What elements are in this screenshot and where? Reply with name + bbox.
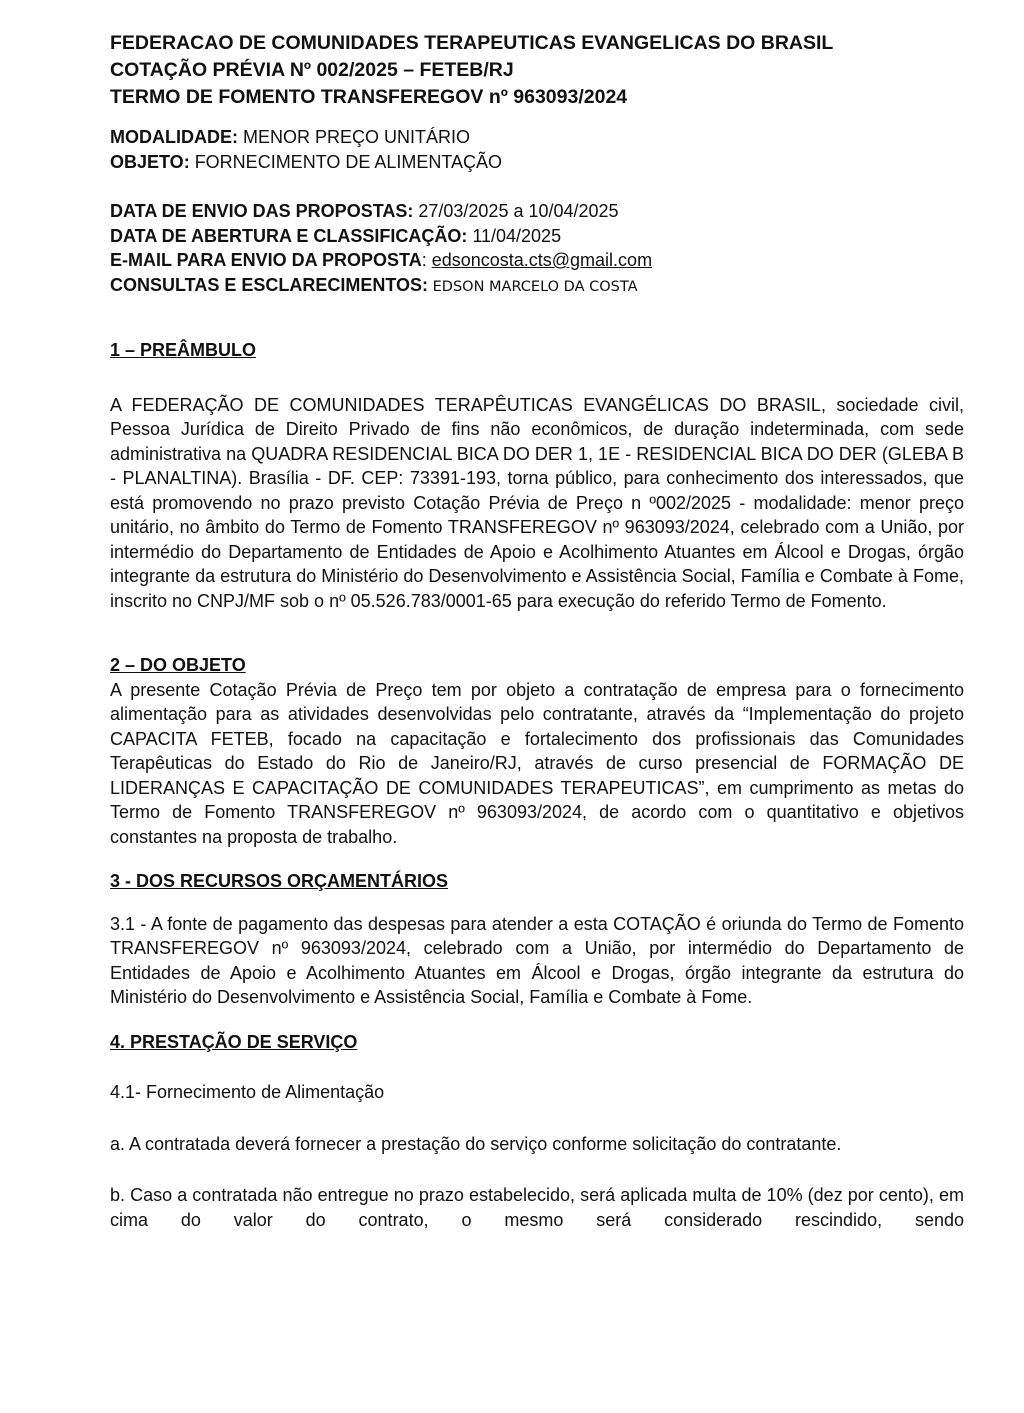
meta-block-1: [110, 125, 964, 174]
header-federation: FEDERACAO DE COMUNIDADES TERAPEUTICAS EVANGELICAS DO BRASIL: [110, 32, 834, 54]
section-4-1-text: 4.1- Fornecimento de Alimentação: [110, 1082, 385, 1102]
envio-label: DATA DE ENVIO DAS PROPOSTAS:: [110, 201, 414, 221]
header-termo: TERMO DE FOMENTO TRANSFEREGOV nº 963093/2024: [110, 86, 628, 108]
envio-value: 27/03/2025 a 10/04/2025: [413, 201, 619, 221]
abertura-value: 11/04/2025: [467, 225, 562, 246]
section-3-title: 3 - DOS RECURSOS ORÇAMENTÁRIOS: [110, 871, 449, 891]
consultas-value: EDSON MARCELO DA COSTA: [428, 278, 638, 295]
consultas-label: CONSULTAS E ESCLARECIMENTOS:: [110, 274, 429, 295]
section-2: [110, 653, 964, 849]
section-2-title: 2 – DO OBJETO: [110, 655, 246, 675]
modalidade-value: MENOR PREÇO UNITÁRIO: [238, 127, 471, 147]
document-header: [110, 30, 964, 111]
abertura-line: [110, 224, 964, 249]
section-4-b-text: b. Caso a contratada não entregue no prazo estabelecido, será aplicada multa de 10% (dez por cento), em cima do valor do contrato, o mesmo será considerado rescindido, sendo: [110, 1185, 964, 1230]
modalidade-label: MODALIDADE:: [110, 127, 238, 147]
meta-block-2: [110, 199, 964, 299]
objeto-line: [110, 150, 964, 175]
email-colon: :: [421, 250, 432, 270]
section-3-text: 3.1 - A fonte de pagamento das despesas para atender a esta COTAÇÃO é oriunda do Termo de Fomento TRANSFEREGOV nº 963093/2024, celebrado com a União, por intermédio do Departamento de Entidades de Apoio e Acolhimento Atuantes em Álcool e Drogas, órgão integrante da estrutura do Ministério do Desenvolvimento e Assistência Social, Família e Combate à Fome.: [110, 913, 964, 1007]
abertura-label: DATA DE ABERTURA E CLASSIFICAÇÃO:: [110, 225, 468, 246]
envio-line: [110, 199, 964, 224]
consultas-line: [110, 273, 964, 300]
email-line: [110, 248, 964, 273]
email-link[interactable]: edsoncosta.cts@gmail.com: [431, 250, 653, 270]
section-4-a-text: a. A contratada deverá fornecer a prestação do serviço conforme solicitação do contratante.: [110, 1133, 842, 1154]
section-2-text: A presente Cotação Prévia de Preço tem por objeto a contratação de empresa para o fornecimento alimentação para as atividades desenvolvidas pelo contratante, através da “Implementação do projeto CAPACITA FETEB, focado na capacitação e fortalecimento dos profissionais das Comunidades Terapêuticas do Estado do Rio de Janeiro/RJ, através de curso presencial de FORMAÇÃO DE LIDERANÇAS E CAPACITAÇÃO DE COMUNIDADES TERAPEUTICAS”, em cumprimento as metas do Termo de Fomento TRANSFEREGOV nº 963093/2024, de acordo com o quantitativo e objetivos constantes na proposta de trabalho.: [110, 679, 964, 847]
header-cotacao: COTAÇÃO PRÉVIA Nº 002/2025 – FETEB/RJ: [110, 59, 514, 81]
email-label: E-MAIL PARA ENVIO DA PROPOSTA: [110, 250, 422, 270]
document-page: [110, 30, 964, 1232]
objeto-value: FORNECIMENTO DE ALIMENTAÇÃO: [189, 151, 503, 172]
section-4-title: 4. PRESTAÇÃO DE SERVIÇO: [110, 1031, 358, 1052]
section-4: [110, 1030, 964, 1233]
section-3: [110, 869, 964, 1010]
section-1: [110, 338, 964, 613]
objeto-label: OBJETO:: [110, 151, 190, 172]
modalidade-line: [110, 125, 964, 150]
section-1-text: A FEDERAÇÃO DE COMUNIDADES TERAPÊUTICAS EVANGÉLICAS DO BRASIL, sociedade civil, Pessoa Jurídica de Direito Privado de fins não econômicos, de duração indeterminada, com sede administrativa na QUADRA RESIDENCIAL BICA DO DER 1, 1E - RESIDENCIAL BICA DO DER (GLEBA B - PLANALTINA). Brasília - DF. CEP: 73391-193, torna público, para conhecimento dos interessados, que está promovendo no prazo previsto Cotação Prévia de Preço n º002/2025 - modalidade: menor preço unitário, no âmbito do Termo de Fomento TRANSFEREGOV nº 963093/2024, celebrado com a União, por intermédio do Departamento de Entidades de Apoio e Acolhimento Atuantes em Álcool e Drogas, órgão integrante da estrutura do Ministério do Desenvolvimento e Assistência Social, Família e Combate à Fome, inscrito no CNPJ/MF sob o nº 05.526.783/0001-65 para execução do referido Termo de Fomento.: [110, 394, 964, 611]
section-1-title: 1 – PREÂMBULO: [110, 340, 257, 360]
